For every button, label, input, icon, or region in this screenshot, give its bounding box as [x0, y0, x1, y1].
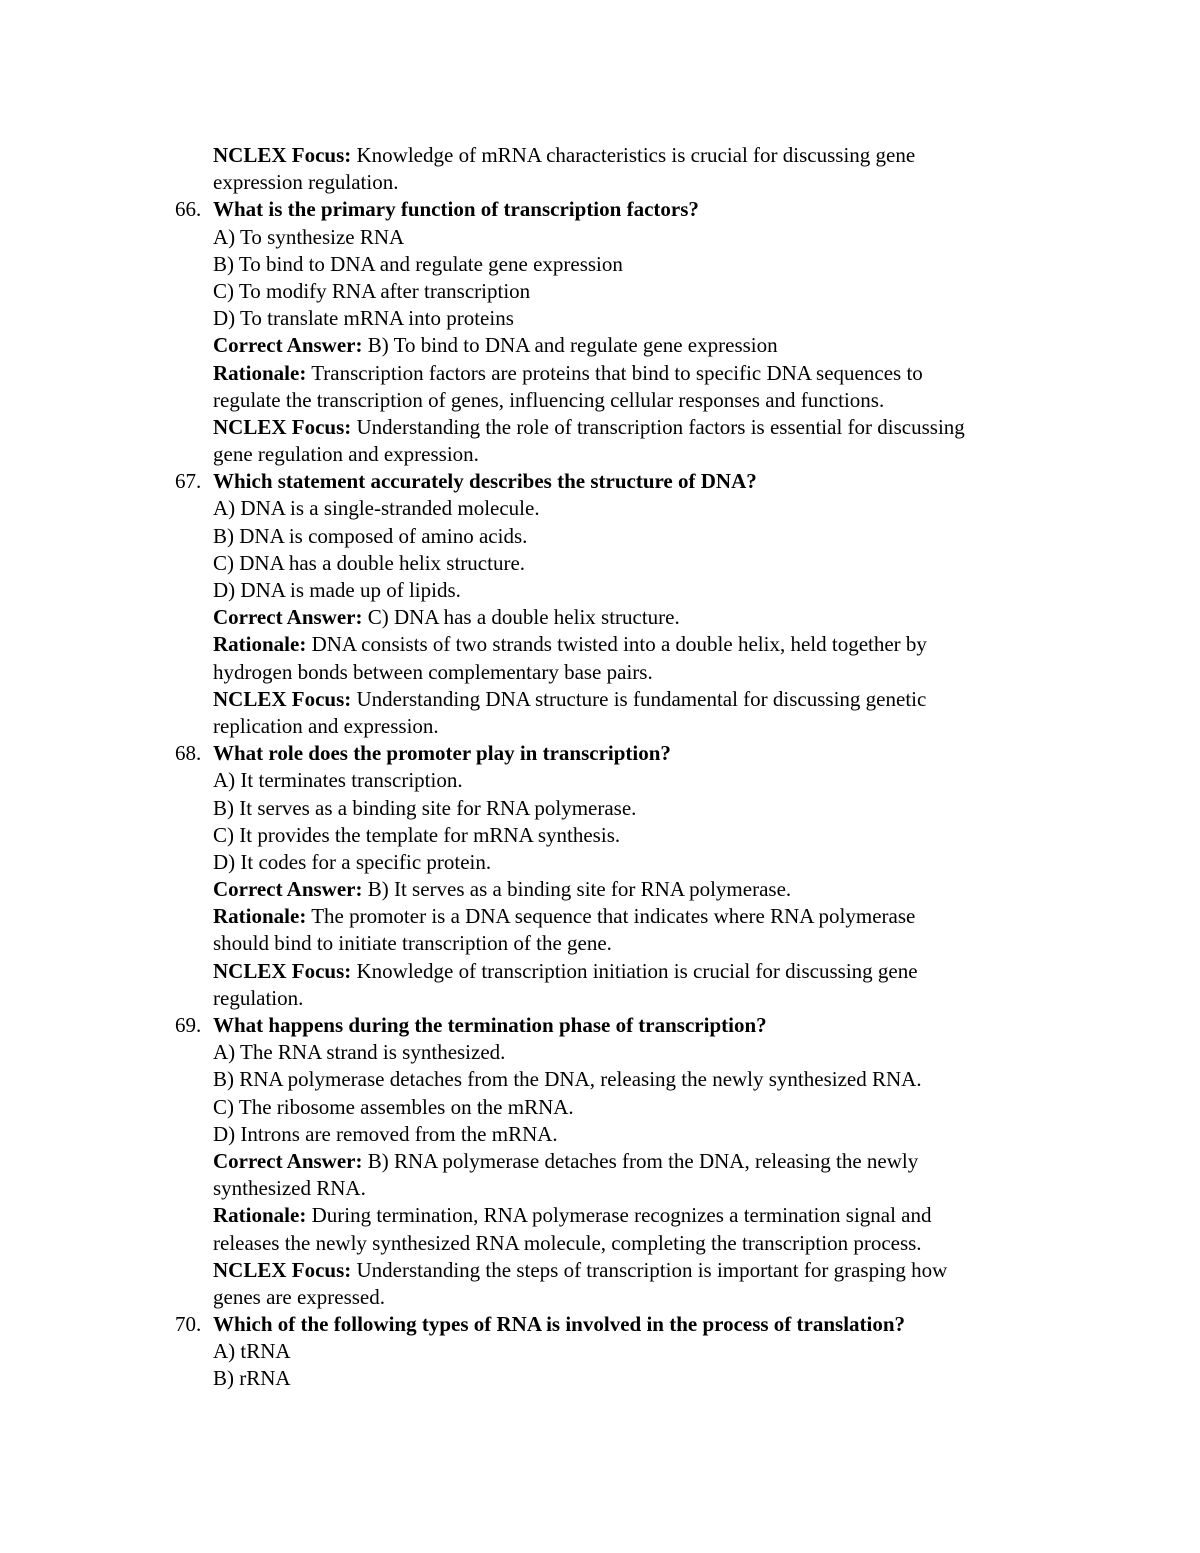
rationale-label: Rationale: — [213, 1203, 307, 1228]
option: B) It serves as a binding site for RNA polymerase. — [213, 795, 637, 820]
intro-nclex-focus-cont — [0, 169, 1200, 196]
option: C) To modify RNA after transcription — [213, 278, 531, 303]
option: B) To bind to DNA and regulate gene expression — [213, 251, 623, 276]
question-number: 70. — [175, 1312, 202, 1337]
question-70 — [0, 1311, 1200, 1338]
option: A) To synthesize RNA — [213, 224, 405, 249]
nclex-focus — [0, 686, 1200, 713]
rationale-cont: should bind to initiate transcription of the gene. — [213, 931, 612, 956]
option: A) DNA is a single-stranded molecule. — [213, 496, 540, 521]
option: D) DNA is made up of lipids. — [213, 578, 461, 602]
question-text: What is the primary function of transcription factors? — [213, 197, 699, 222]
rationale-label: Rationale: — [213, 904, 307, 929]
option: D) To translate mRNA into proteins — [213, 306, 514, 331]
nclex-focus-label: NCLEX Focus: — [213, 414, 352, 439]
rationale — [0, 1202, 1200, 1229]
option: B) RNA polymerase detaches from the DNA, releasing the newly synthesized RNA. — [213, 1067, 922, 1092]
nclex-focus-cont: regulation. — [213, 985, 304, 1010]
rationale-cont: hydrogen bonds between complementary base pairs. — [213, 659, 653, 684]
rationale-label: Rationale: — [213, 632, 307, 657]
nclex-focus-text: Knowledge of mRNA characteristics is crucial for discussing gene — [351, 143, 916, 167]
correct-answer — [0, 332, 1200, 359]
question-text: What happens during the termination phase of transcription? — [213, 1013, 767, 1037]
option: A) The RNA strand is synthesized. — [213, 1040, 506, 1065]
nclex-focus-label: NCLEX Focus: — [213, 143, 352, 167]
option: D) Introns are removed from the mRNA. — [213, 1121, 558, 1146]
question-67 — [0, 468, 1200, 495]
question-68 — [0, 740, 1200, 767]
nclex-focus-cont: gene regulation and expression. — [213, 442, 479, 467]
option: C) It provides the template for mRNA synthesis. — [213, 822, 621, 847]
question-text: What role does the promoter play in transcription? — [213, 741, 671, 766]
intro-nclex-focus — [0, 142, 1200, 169]
option: C) DNA has a double helix structure. — [213, 550, 526, 575]
correct-answer — [0, 604, 1200, 631]
nclex-focus — [0, 1257, 1200, 1284]
correct-answer-label: Correct Answer: — [213, 877, 363, 902]
option: A) It terminates transcription. — [213, 768, 463, 793]
nclex-focus-label: NCLEX Focus: — [213, 958, 352, 983]
correct-answer — [0, 876, 1200, 903]
correct-answer-text: B) It serves as a binding site for RNA polymerase. — [362, 877, 792, 902]
nclex-focus-text: expression regulation. — [213, 170, 399, 195]
correct-answer-text: B) To bind to DNA and regulate gene expression — [362, 333, 778, 358]
option: D) It codes for a specific protein. — [213, 849, 492, 874]
nclex-focus-cont: genes are expressed. — [213, 1284, 385, 1309]
rationale-text: DNA consists of two strands twisted into a double helix, held together by — [306, 632, 927, 657]
nclex-focus-text: Understanding the role of transcription factors is essential for discussing — [351, 414, 965, 439]
nclex-focus-text: Knowledge of transcription initiation is crucial for discussing gene — [351, 958, 918, 983]
option: B) rRNA — [213, 1366, 291, 1391]
option: A) tRNA — [213, 1339, 291, 1364]
question-number: 68. — [175, 741, 202, 766]
option: C) The ribosome assembles on the mRNA. — [213, 1094, 574, 1119]
question-66 — [0, 196, 1200, 223]
question-number: 69. — [175, 1013, 202, 1037]
rationale-text: The promoter is a DNA sequence that indicates where RNA polymerase — [306, 904, 916, 929]
rationale-text: During termination, RNA polymerase recognizes a termination signal and — [306, 1203, 932, 1228]
nclex-focus-label: NCLEX Focus: — [213, 686, 352, 711]
option: B) DNA is composed of amino acids. — [213, 523, 528, 548]
correct-answer-label: Correct Answer: — [213, 605, 363, 630]
nclex-focus-text: Understanding the steps of transcription is important for grasping how — [351, 1257, 948, 1282]
correct-answer-label: Correct Answer: — [213, 1148, 363, 1173]
question-number: 67. — [175, 469, 202, 494]
nclex-focus-text: Understanding DNA structure is fundamental for discussing genetic — [351, 686, 927, 711]
correct-answer-label: Correct Answer: — [213, 333, 363, 358]
question-69 — [0, 1012, 1200, 1039]
rationale — [0, 631, 1200, 658]
rationale-cont: releases the newly synthesized RNA molecule, completing the transcription process. — [213, 1230, 922, 1255]
question-text: Which of the following types of RNA is involved in the process of translation? — [213, 1312, 906, 1337]
correct-answer-text: C) DNA has a double helix structure. — [362, 605, 680, 630]
correct-answer-cont: synthesized RNA. — [213, 1176, 366, 1201]
question-number: 66. — [175, 197, 202, 222]
document-page — [0, 142, 1200, 1393]
nclex-focus — [0, 414, 1200, 441]
rationale — [0, 903, 1200, 930]
correct-answer-text: B) RNA polymerase detaches from the DNA, releasing the newly — [362, 1148, 919, 1173]
correct-answer — [0, 1148, 1200, 1175]
rationale-text: Transcription factors are proteins that bind to specific DNA sequences to — [306, 360, 923, 385]
rationale — [0, 360, 1200, 387]
rationale-label: Rationale: — [213, 360, 307, 385]
nclex-focus-label: NCLEX Focus: — [213, 1257, 352, 1282]
rationale-cont: regulate the transcription of genes, influencing cellular responses and functions. — [213, 387, 885, 412]
question-text: Which statement accurately describes the structure of DNA? — [213, 469, 757, 494]
nclex-focus-cont: replication and expression. — [213, 713, 439, 738]
nclex-focus — [0, 958, 1200, 985]
